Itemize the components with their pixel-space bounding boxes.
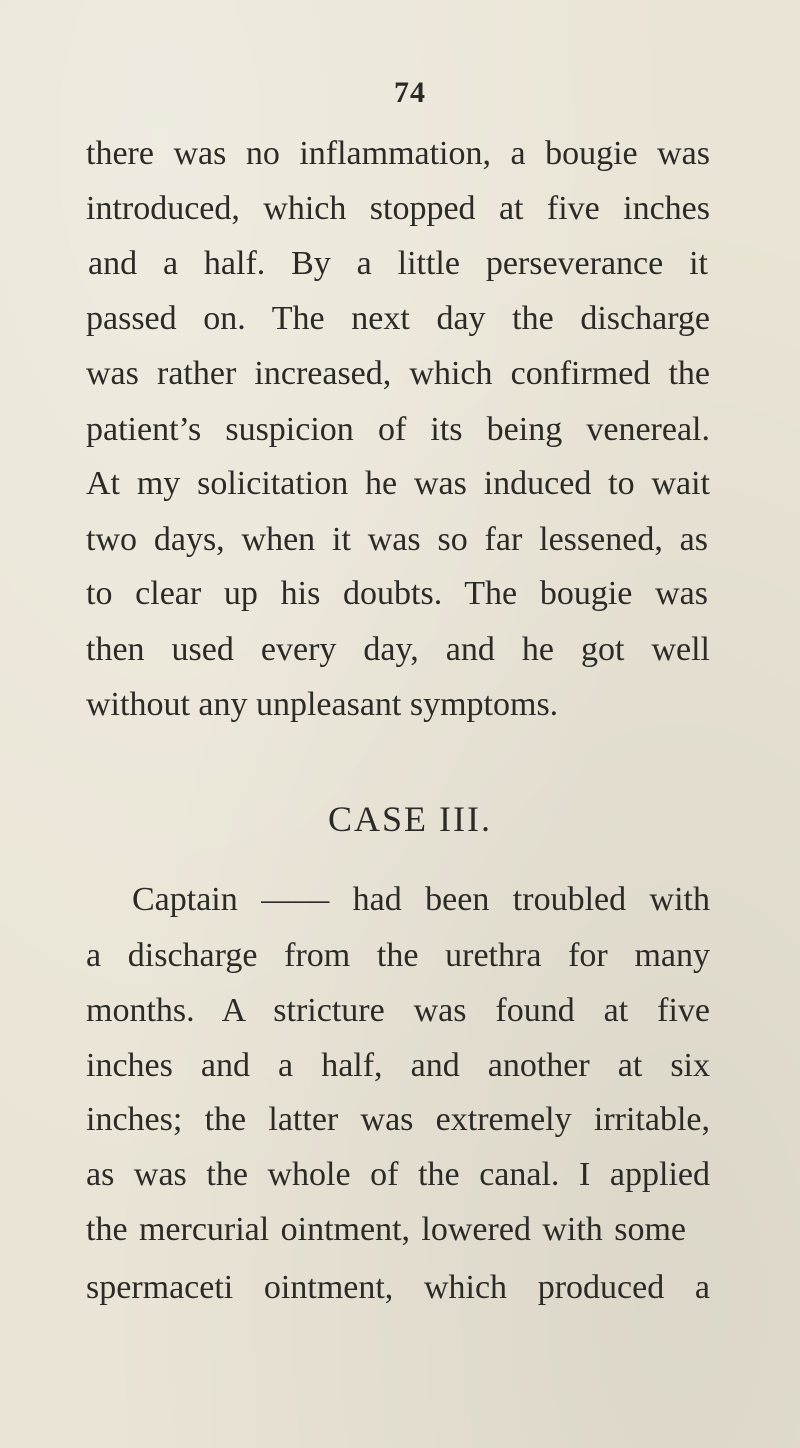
text-line: Captain —— had been troubled with (132, 881, 710, 918)
text-line: At my solicitation he was induced to wait (86, 465, 710, 502)
text-line: patient’s suspicion of its being venereal. (86, 411, 710, 448)
text-line: passed on. The next day the discharge (86, 300, 710, 337)
text-line: was rather increased, which confirmed the (86, 355, 710, 392)
page-number: 74 (394, 76, 426, 109)
text-line: the mercurial ointment, lowered with some (86, 1211, 686, 1248)
case-heading: CASE III. (328, 799, 492, 839)
text-line: there was no inflammation, a bougie was (86, 135, 710, 172)
text-line: two days, when it was so far lessened, as (86, 521, 708, 558)
text-line: to clear up his doubts. The bougie was (86, 575, 708, 612)
text-line: without any unpleasant symptoms. (86, 686, 559, 723)
text-line: spermaceti ointment, which produced a (86, 1269, 710, 1306)
text-line: a discharge from the urethra for many (86, 937, 710, 974)
text-line: then used every day, and he got well (86, 631, 710, 668)
text-line: inches; the latter was extremely irritable, (86, 1101, 710, 1138)
text-line: months. A stricture was found at five (86, 992, 710, 1029)
text-line: and a half. By a little perseverance it (88, 245, 708, 282)
text-line: introduced, which stopped at five inches (86, 190, 710, 227)
text-line: inches and a half, and another at six (86, 1047, 710, 1084)
text-line: as was the whole of the canal. I applied (86, 1156, 710, 1193)
